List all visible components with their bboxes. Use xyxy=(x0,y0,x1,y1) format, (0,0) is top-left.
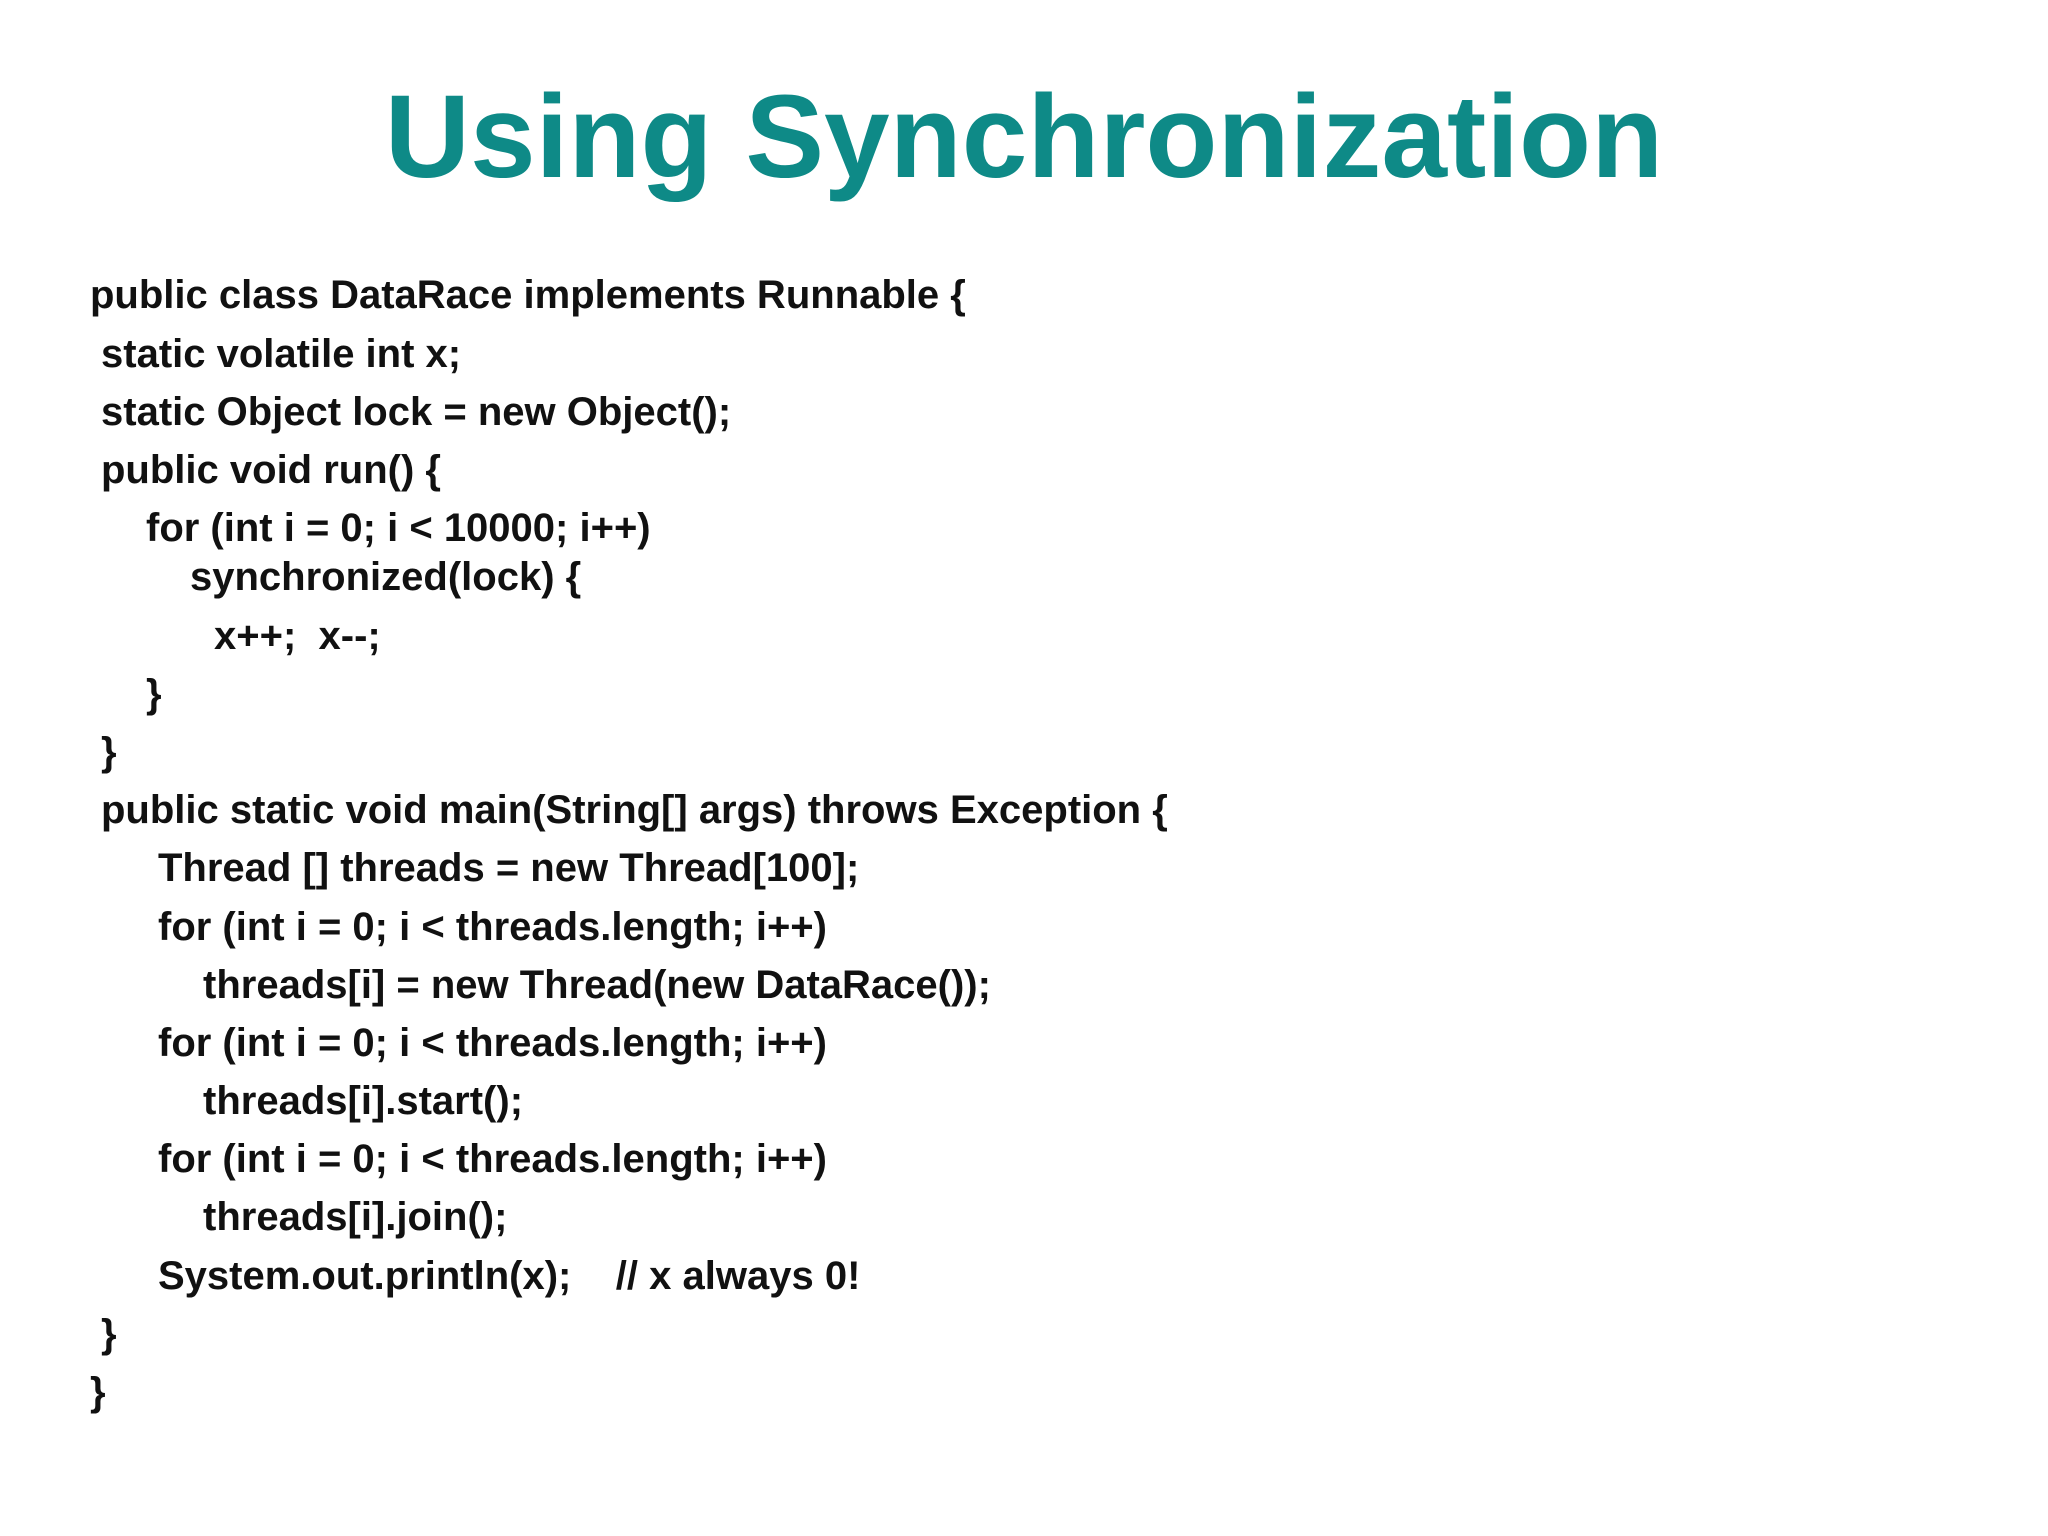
code-line: } xyxy=(101,1312,117,1356)
code-line: public static void main(String[] args) throws Exception { xyxy=(101,788,1168,832)
code-line: Thread [] threads = new Thread[100]; xyxy=(158,846,860,890)
slide-title: Using Synchronization xyxy=(384,71,1664,203)
code-line: } xyxy=(101,730,117,774)
code-line: } xyxy=(90,1370,106,1414)
code-line: static Object lock = new Object(); xyxy=(101,390,732,434)
code-line: for (int i = 0; i < threads.length; i++) xyxy=(158,905,827,949)
code-line: for (int i = 0; i < threads.length; i++) xyxy=(158,1137,827,1181)
code-line: threads[i].start(); xyxy=(203,1079,524,1123)
code-line: threads[i] = new Thread(new DataRace()); xyxy=(203,963,991,1007)
code-line: System.out.println(x); // x always 0! xyxy=(158,1254,861,1298)
code-line: x++; x--; xyxy=(214,614,381,658)
code-line: synchronized(lock) { xyxy=(190,555,582,599)
code-line: for (int i = 0; i < 10000; i++) xyxy=(146,506,651,550)
code-line: } xyxy=(146,672,162,716)
code-line: threads[i].join(); xyxy=(203,1195,508,1239)
code-line: public void run() { xyxy=(101,448,441,492)
code-line: static volatile int x; xyxy=(101,332,462,376)
code-line: for (int i = 0; i < threads.length; i++) xyxy=(158,1021,827,1065)
code-line: public class DataRace implements Runnable { xyxy=(90,273,966,317)
